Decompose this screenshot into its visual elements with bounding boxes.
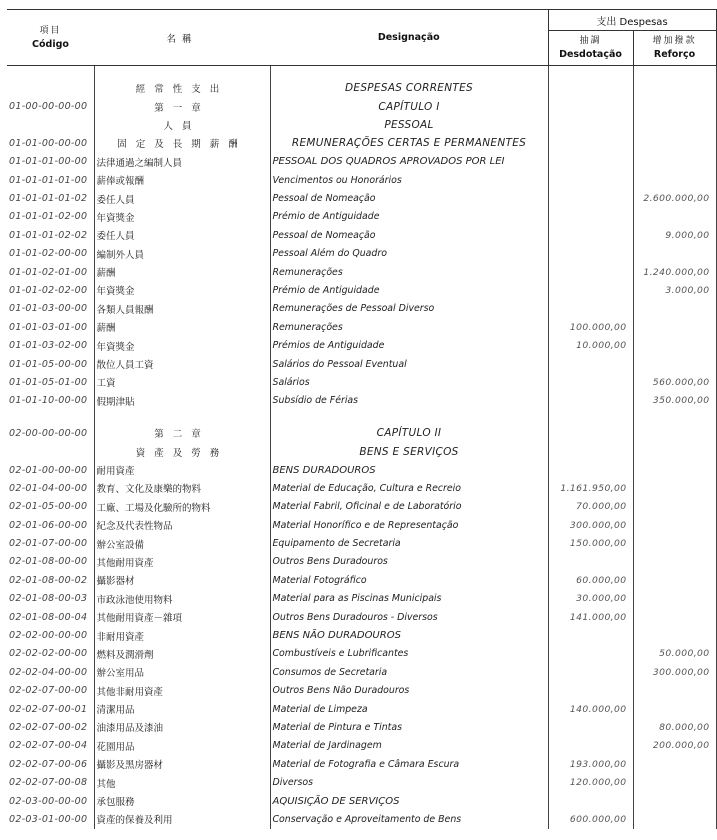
row-name-zh: 資產及勞務 [94, 442, 270, 460]
row-designacao: Outros Bens Não Duradouros [270, 682, 548, 700]
row-reforco [633, 245, 716, 263]
row-designacao: Material de Limpeza [270, 700, 548, 718]
table-row [7, 300, 716, 318]
row-desdotacao [548, 442, 633, 460]
row-name-zh: 花園用品 [94, 737, 270, 755]
table-row [7, 663, 716, 681]
row-desdotacao [548, 281, 633, 299]
row-designacao: BENS NÃO DURADOUROS [270, 626, 548, 644]
row-desdotacao [548, 134, 633, 152]
table-row [7, 336, 716, 354]
row-desdotacao [548, 355, 633, 373]
table-row [7, 626, 716, 644]
row-desdotacao: 193.000,00 [548, 755, 633, 773]
row-desdotacao: 141.000,00 [548, 608, 633, 626]
row-code: 01-01-01-00-00 [9, 156, 88, 168]
row-reforco [633, 116, 716, 134]
row-reforco: 80.000,00 [633, 718, 716, 736]
row-code: 02-01-00-00-00 [9, 464, 88, 476]
row-desdotacao [548, 392, 633, 410]
row-reforco: 200.000,00 [633, 737, 716, 755]
row-name-zh [94, 410, 270, 424]
table-row [7, 410, 716, 424]
row-reforco [633, 410, 716, 424]
row-desdotacao [548, 645, 633, 663]
table-row [7, 373, 716, 391]
row-code [7, 116, 94, 134]
table-row [7, 171, 716, 189]
row-desdotacao [548, 153, 633, 171]
row-code: 02-02-02-00-00 [9, 648, 88, 660]
row-designacao: Material Fotográfico [270, 571, 548, 589]
row-reforco [633, 336, 716, 354]
row-name-zh: 工廠、工場及化驗所的物料 [94, 498, 270, 516]
row-name-zh: 其他非耐用資產 [94, 682, 270, 700]
row-code: 02-03-01-00-00 [9, 813, 88, 825]
table-row [7, 442, 716, 460]
row-reforco [633, 571, 716, 589]
header-despesas: 支出 Despesas [548, 10, 716, 31]
row-reforco [633, 700, 716, 718]
row-code: 01-01-05-00-00 [9, 358, 88, 370]
table-row [7, 189, 716, 207]
row-designacao: Outros Bens Duradouros [270, 553, 548, 571]
row-designacao: Consumos de Secretaria [270, 663, 548, 681]
row-name-zh: 年資獎金 [94, 336, 270, 354]
row-code [7, 442, 94, 460]
row-code: 01-01-03-00-00 [9, 303, 88, 315]
row-code: 02-02-07-00-01 [9, 703, 88, 715]
row-name-zh: 耐用資產 [94, 461, 270, 479]
header-codigo [7, 10, 94, 66]
header-desdotacao-zh: 抽調 [579, 36, 602, 46]
row-reforco [633, 608, 716, 626]
row-code: 02-01-06-00-00 [9, 519, 88, 531]
header-desdotacao-pt: Desdotação [559, 49, 622, 60]
table-row [7, 571, 716, 589]
row-code: 01-01-01-02-00 [9, 211, 88, 223]
row-name-zh: 各類人員報酬 [94, 300, 270, 318]
row-desdotacao [548, 373, 633, 391]
row-name-zh: 紀念及代表性物品 [94, 516, 270, 534]
row-name-zh: 工資 [94, 373, 270, 391]
row-reforco [633, 97, 716, 115]
row-desdotacao [548, 300, 633, 318]
row-reforco [633, 498, 716, 516]
row-designacao: Remunerações [270, 263, 548, 281]
row-designacao: Conservação e Aproveitamento de Bens [270, 810, 548, 828]
row-designacao: Prémio de Antiguidade [270, 208, 548, 226]
row-reforco: 2.600.000,00 [633, 189, 716, 207]
row-code: 02-03-00-00-00 [9, 795, 88, 807]
row-desdotacao [548, 737, 633, 755]
row-name-zh: 攝影器材 [94, 571, 270, 589]
table-row [7, 737, 716, 755]
row-designacao: Pessoal de Nomeação [270, 189, 548, 207]
row-desdotacao [548, 245, 633, 263]
table-row [7, 153, 716, 171]
row-designacao: Pessoal Além do Quadro [270, 245, 548, 263]
row-code: 02-01-08-00-04 [9, 611, 88, 623]
row-designacao: Material de Pintura e Tintas [270, 718, 548, 736]
budget-rows [7, 66, 716, 829]
row-desdotacao: 150.000,00 [548, 534, 633, 552]
table-row [7, 498, 716, 516]
row-reforco [633, 479, 716, 497]
table-row [7, 608, 716, 626]
row-reforco [633, 171, 716, 189]
row-desdotacao [548, 792, 633, 810]
table-row [7, 645, 716, 663]
row-desdotacao [548, 626, 633, 644]
table-row [7, 263, 716, 281]
table-row [7, 392, 716, 410]
table-row [7, 773, 716, 791]
row-desdotacao: 140.000,00 [548, 700, 633, 718]
row-desdotacao [548, 424, 633, 442]
row-reforco: 3.000,00 [633, 281, 716, 299]
row-desdotacao [548, 189, 633, 207]
row-code [7, 410, 94, 424]
row-desdotacao [548, 79, 633, 97]
row-designacao: Material de Jardinagem [270, 737, 548, 755]
row-name-zh: 散位人員工資 [94, 355, 270, 373]
row-reforco [633, 590, 716, 608]
row-name-zh: 假期津貼 [94, 392, 270, 410]
row-desdotacao: 30.000,00 [548, 590, 633, 608]
row-code: 02-00-00-00-00 [9, 427, 88, 439]
row-code: 02-01-04-00-00 [9, 482, 88, 494]
row-name-zh: 其他耐用資產－雜項 [94, 608, 270, 626]
table-row [7, 516, 716, 534]
row-name-zh: 年資獎金 [94, 208, 270, 226]
row-name-zh: 攝影及黑房器材 [94, 755, 270, 773]
row-desdotacao: 600.000,00 [548, 810, 633, 828]
row-name-zh: 資產的保養及利用 [94, 810, 270, 828]
row-name-zh: 承包服務 [94, 792, 270, 810]
row-reforco [633, 682, 716, 700]
row-name-zh: 年資獎金 [94, 281, 270, 299]
row-code: 02-02-04-00-00 [9, 666, 88, 678]
row-name-zh: 教育、文化及康樂的物料 [94, 479, 270, 497]
table-row [7, 810, 716, 828]
table-row [7, 792, 716, 810]
row-designacao: Subsídio de Férias [270, 392, 548, 410]
row-desdotacao [548, 410, 633, 424]
row-code: 01-01-01-01-02 [9, 193, 88, 205]
row-desdotacao [548, 116, 633, 134]
row-code: 02-02-07-00-04 [9, 740, 88, 752]
row-code: 02-01-08-00-02 [9, 574, 88, 586]
row-reforco: 560.000,00 [633, 373, 716, 391]
table-row [7, 134, 716, 152]
row-reforco [633, 424, 716, 442]
row-code: 02-01-08-00-00 [9, 556, 88, 568]
table-row [7, 461, 716, 479]
row-code: 01-01-02-00-00 [9, 248, 88, 260]
header-codigo-pt: Código [32, 38, 69, 50]
row-desdotacao [548, 208, 633, 226]
table-row [7, 281, 716, 299]
row-name-zh: 薪酬 [94, 318, 270, 336]
row-desdotacao: 60.000,00 [548, 571, 633, 589]
row-designacao: Material de Educação, Cultura e Recreio [270, 479, 548, 497]
row-designacao: Vencimentos ou Honorários [270, 171, 548, 189]
row-designacao: Equipamento de Secretaria [270, 534, 548, 552]
row-name-zh: 其他 [94, 773, 270, 791]
table-row [7, 424, 716, 442]
row-reforco [633, 792, 716, 810]
row-name-zh: 委任人員 [94, 226, 270, 244]
header-codigo-zh: 項目 [39, 25, 62, 36]
header-reforco [633, 31, 716, 66]
row-code: 02-01-07-00-00 [9, 538, 88, 550]
row-name-zh: 清潔用品 [94, 700, 270, 718]
row-reforco [633, 755, 716, 773]
row-designacao: Prémio de Antiguidade [270, 281, 548, 299]
row-reforco [633, 134, 716, 152]
row-code: 02-02-00-00-00 [9, 630, 88, 642]
row-reforco [633, 79, 716, 97]
header-row-top [7, 10, 716, 31]
row-designacao: DESPESAS CORRENTES [270, 79, 548, 97]
row-reforco: 350.000,00 [633, 392, 716, 410]
table-row [7, 318, 716, 336]
row-reforco [633, 810, 716, 828]
row-designacao: BENS E SERVIÇOS [270, 442, 548, 460]
row-designacao: Salários do Pessoal Eventual [270, 355, 548, 373]
row-name-zh: 油漆用品及漆油 [94, 718, 270, 736]
row-name-zh: 第一章 [94, 97, 270, 115]
spacer-row [7, 66, 716, 80]
row-desdotacao [548, 461, 633, 479]
row-designacao: Material Honorífico e de Representação [270, 516, 548, 534]
table-row [7, 590, 716, 608]
row-reforco [633, 626, 716, 644]
row-desdotacao [548, 263, 633, 281]
row-name-zh: 法律通過之編制人員 [94, 153, 270, 171]
table-row [7, 208, 716, 226]
row-designacao [270, 410, 548, 424]
row-name-zh: 人員 [94, 116, 270, 134]
row-desdotacao: 120.000,00 [548, 773, 633, 791]
row-designacao: Prémios de Antiguidade [270, 336, 548, 354]
header-reforco-zh: 增加撥款 [652, 36, 697, 46]
row-reforco [633, 534, 716, 552]
row-code: 01-01-00-00-00 [9, 137, 88, 149]
row-desdotacao: 70.000,00 [548, 498, 633, 516]
row-designacao: Material para as Piscinas Municipais [270, 590, 548, 608]
table-row [7, 97, 716, 115]
row-name-zh: 薪俸或報酬 [94, 171, 270, 189]
row-designacao: Material de Fotografia e Câmara Escura [270, 755, 548, 773]
row-designacao: Salários [270, 373, 548, 391]
row-code: 02-02-07-00-06 [9, 758, 88, 770]
row-reforco: 50.000,00 [633, 645, 716, 663]
row-designacao: BENS DURADOUROS [270, 461, 548, 479]
row-designacao: Remunerações [270, 318, 548, 336]
budget-table [7, 9, 717, 829]
row-reforco [633, 208, 716, 226]
row-code: 01-01-03-02-00 [9, 340, 88, 352]
row-designacao: REMUNERAÇÕES CERTAS E PERMANENTES [270, 134, 548, 152]
row-reforco: 9.000,00 [633, 226, 716, 244]
row-desdotacao [548, 663, 633, 681]
table-row [7, 479, 716, 497]
row-desdotacao [548, 97, 633, 115]
row-code: 01-01-10-00-00 [9, 395, 88, 407]
row-designacao: CAPÍTULO II [270, 424, 548, 442]
row-code: 01-01-02-01-00 [9, 266, 88, 278]
row-desdotacao: 1.161.950,00 [548, 479, 633, 497]
row-reforco [633, 773, 716, 791]
row-designacao: PESSOAL [270, 116, 548, 134]
table-row [7, 718, 716, 736]
row-desdotacao: 300.000,00 [548, 516, 633, 534]
row-reforco [633, 442, 716, 460]
table-row [7, 116, 716, 134]
row-name-zh: 編制外人員 [94, 245, 270, 263]
row-designacao: Remunerações de Pessoal Diverso [270, 300, 548, 318]
row-designacao: CAPÍTULO I [270, 97, 548, 115]
row-designacao: Combustíveis e Lubrificantes [270, 645, 548, 663]
table-row [7, 355, 716, 373]
row-name-zh: 委任人員 [94, 189, 270, 207]
row-reforco [633, 300, 716, 318]
header-nome-zh: 名稱 [94, 10, 270, 66]
row-code: 02-02-07-00-00 [9, 685, 88, 697]
table-row [7, 682, 716, 700]
row-desdotacao: 100.000,00 [548, 318, 633, 336]
row-code: 01-01-01-02-02 [9, 229, 88, 241]
table-row [7, 226, 716, 244]
table-row [7, 755, 716, 773]
row-name-zh: 辦公室設備 [94, 534, 270, 552]
row-designacao: Material Fabril, Oficinal e de Laboratório [270, 498, 548, 516]
table-row [7, 245, 716, 263]
header-designacao: Designação [270, 10, 548, 66]
row-name-zh: 固定及長期薪酬 [94, 134, 270, 152]
row-designacao: PESSOAL DOS QUADROS APROVADOS POR LEI [270, 153, 548, 171]
header-desdotacao [548, 31, 633, 66]
row-reforco [633, 553, 716, 571]
row-name-zh: 經常性支出 [94, 79, 270, 97]
row-reforco: 1.240.000,00 [633, 263, 716, 281]
row-reforco [633, 355, 716, 373]
row-name-zh: 辦公室用品 [94, 663, 270, 681]
row-desdotacao [548, 171, 633, 189]
row-code [7, 79, 94, 97]
row-desdotacao [548, 553, 633, 571]
row-code: 01-01-01-01-00 [9, 174, 88, 186]
row-designacao: AQUISIÇÃO DE SERVIÇOS [270, 792, 548, 810]
row-code: 01-00-00-00-00 [9, 101, 88, 113]
table-row [7, 700, 716, 718]
row-desdotacao [548, 682, 633, 700]
row-name-zh: 其他耐用資產 [94, 553, 270, 571]
row-code: 01-01-02-02-00 [9, 284, 88, 296]
row-name-zh: 非耐用資產 [94, 626, 270, 644]
row-desdotacao [548, 718, 633, 736]
row-name-zh: 燃料及潤滑劑 [94, 645, 270, 663]
row-reforco [633, 318, 716, 336]
row-designacao: Pessoal de Nomeação [270, 226, 548, 244]
row-designacao: Diversos [270, 773, 548, 791]
row-reforco [633, 153, 716, 171]
row-reforco: 300.000,00 [633, 663, 716, 681]
row-desdotacao: 10.000,00 [548, 336, 633, 354]
row-code: 02-02-07-00-08 [9, 777, 88, 789]
row-code: 02-01-08-00-03 [9, 593, 88, 605]
table-row [7, 79, 716, 97]
row-name-zh: 第二章 [94, 424, 270, 442]
row-designacao: Outros Bens Duradouros - Diversos [270, 608, 548, 626]
table-row [7, 534, 716, 552]
row-code: 02-02-07-00-02 [9, 721, 88, 733]
row-reforco [633, 461, 716, 479]
table-row [7, 553, 716, 571]
row-code: 02-01-05-00-00 [9, 501, 88, 513]
row-code: 01-01-05-01-00 [9, 376, 88, 388]
row-reforco [633, 516, 716, 534]
row-name-zh: 薪酬 [94, 263, 270, 281]
row-desdotacao [548, 226, 633, 244]
row-name-zh: 市政泳池使用物料 [94, 590, 270, 608]
row-code: 01-01-03-01-00 [9, 321, 88, 333]
header-reforco-pt: Reforço [653, 49, 696, 60]
